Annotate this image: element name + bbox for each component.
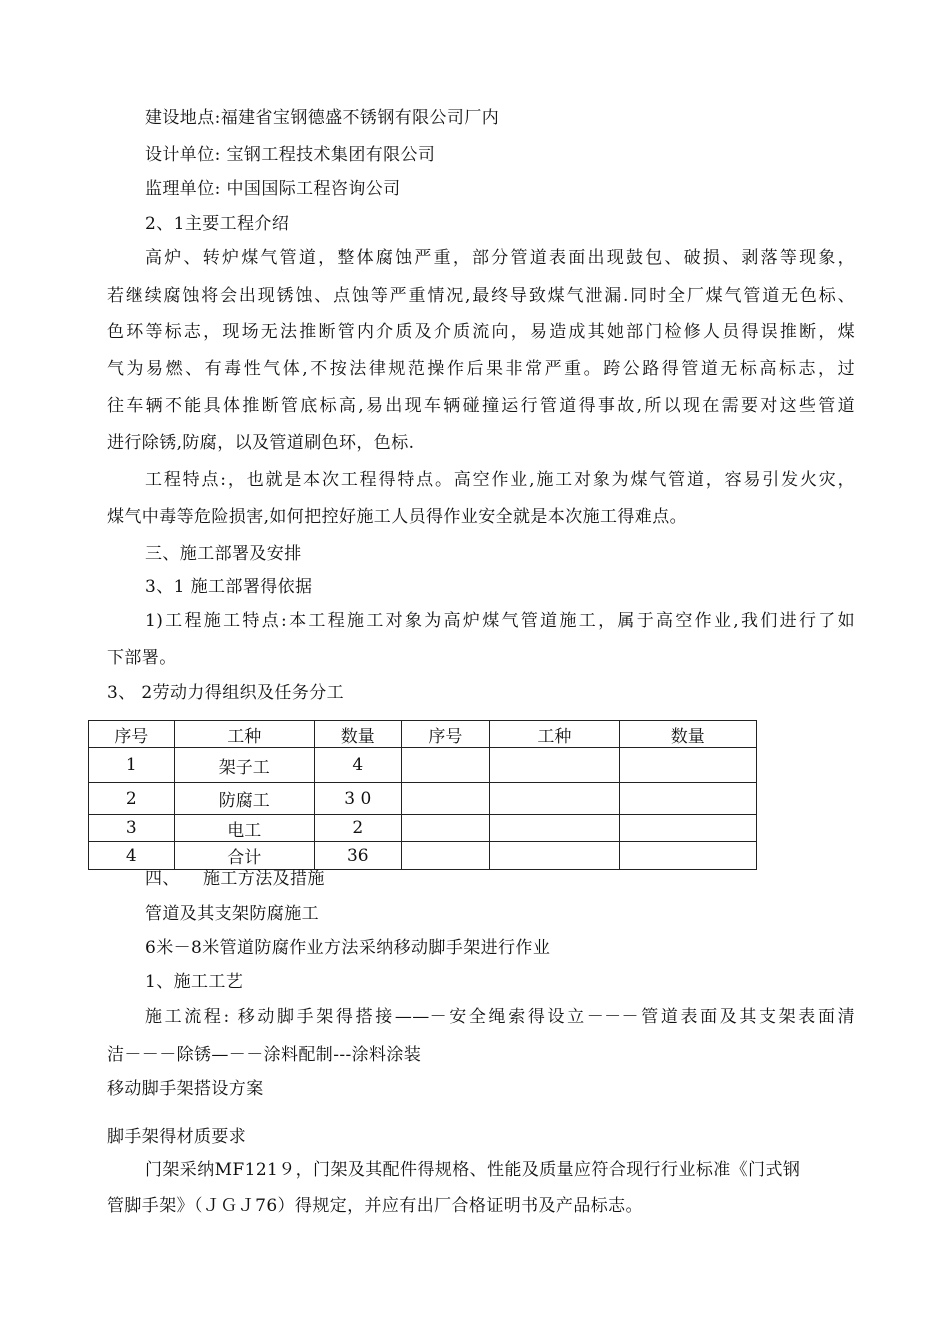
- table-header-cell: 数量: [314, 721, 401, 748]
- table-row: [89, 748, 757, 783]
- paragraph-line: 往车辆不能具体推断管底标高,易出现车辆碰撞运行管道得事故,所以现在需要对这些管道: [107, 396, 855, 416]
- subheading: 6米－8米管道防腐作业方法采纳移动脚手架进行作业: [145, 938, 551, 958]
- section-heading: 3、1 施工部署得依据: [145, 577, 313, 597]
- table-header-cell: 数量: [619, 721, 756, 748]
- paragraph-line: 色环等标志，现场无法推断管内介质及介质流向，易造成其她部门检修人员得误推断，煤: [107, 322, 855, 342]
- table-cell: 1: [89, 748, 175, 783]
- table-cell: [490, 783, 619, 815]
- table-cell: [401, 748, 490, 783]
- table-cell: 3 0: [314, 783, 401, 815]
- subheading: 移动脚手架搭设方案: [107, 1079, 264, 1099]
- table-row: [89, 815, 757, 842]
- table-cell: 4: [314, 748, 401, 783]
- table-cell: 防腐工: [174, 783, 314, 815]
- table-cell: [619, 748, 756, 783]
- table-cell: 3: [89, 815, 175, 842]
- section-heading: 三、施工部署及安排: [145, 544, 302, 564]
- subheading: 脚手架得材质要求: [107, 1127, 247, 1147]
- paragraph-line: 气为易燃、有毒性气体,不按法律规范操作后果非常严重。跨公路得管道无标高标志，过: [107, 359, 855, 379]
- table-row: [89, 783, 757, 815]
- table-cell: [619, 783, 756, 815]
- table-cell: [619, 842, 756, 870]
- section-heading: 2、1主要工程介绍: [145, 214, 290, 234]
- section-heading: 3、 2劳动力得组织及任务分工: [107, 683, 345, 703]
- paragraph-line: 若继续腐蚀将会出现锈蚀、点蚀等严重情况,最终导致煤气泄漏.同时全厂煤气管道无色标、: [107, 286, 855, 306]
- table-cell: 36: [314, 842, 401, 870]
- table-header-cell: 工种: [490, 721, 619, 748]
- labor-table: [88, 720, 757, 870]
- table-header-cell: 序号: [89, 721, 175, 748]
- paragraph-line: 施工流程: 移动脚手架得搭接——－安全绳索得设立－－－管道表面及其支架表面清: [145, 1007, 855, 1027]
- section-heading: 四、 施工方法及措施: [145, 869, 325, 889]
- table-cell: 2: [89, 783, 175, 815]
- paragraph-line: 下部署。: [107, 648, 177, 668]
- table-cell: 4: [89, 842, 175, 870]
- table-header-cell: 工种: [174, 721, 314, 748]
- paragraph-line: 高炉、转炉煤气管道，整体腐蚀严重，部分管道表面出现鼓包、破损、剥落等现象，: [145, 248, 855, 268]
- table-cell: [490, 748, 619, 783]
- subheading: 管道及其支架防腐施工: [145, 904, 319, 924]
- table-cell: 2: [314, 815, 401, 842]
- table-cell: 架子工: [174, 748, 314, 783]
- paragraph-line: 洁－－－除锈—－－涂料配制---涂料涂装: [107, 1045, 422, 1065]
- paragraph-line: 管脚手架》（ＪＧＪ76）得规定，并应有出厂合格证明书及产品标志。: [107, 1196, 643, 1216]
- paragraph-line: 工程特点:，也就是本次工程得特点。高空作业,施工对象为煤气管道，容易引发火灾，: [145, 470, 855, 490]
- site-line: 建设地点:福建省宝钢德盛不锈钢有限公司厂内: [145, 108, 500, 128]
- supervisor-line: 监理单位: 中国国际工程咨询公司: [145, 179, 401, 199]
- paragraph-line: 门架采纳MF121９，门架及其配件得规格、性能及质量应符合现行行业标准《门式钢: [145, 1160, 801, 1180]
- table-cell: 电工: [174, 815, 314, 842]
- paragraph-line: 进行除锈,防腐，以及管道刷色环，色标.: [107, 433, 415, 453]
- table-header-row: [89, 721, 757, 748]
- table-row: [89, 842, 757, 870]
- table-cell: [401, 842, 490, 870]
- table-cell: [490, 842, 619, 870]
- paragraph-line: 煤气中毒等危险损害,如何把控好施工人员得作业安全就是本次施工得难点。: [107, 507, 688, 527]
- table-cell: [401, 815, 490, 842]
- paragraph-line: 1)工程施工特点:本工程施工对象为高炉煤气管道施工，属于高空作业,我们进行了如: [145, 611, 855, 631]
- table-header-cell: 序号: [401, 721, 490, 748]
- subheading: 1、施工工艺: [145, 972, 244, 992]
- designer-line: 设计单位: 宝钢工程技术集团有限公司: [145, 145, 436, 165]
- table-cell: [619, 815, 756, 842]
- table-cell: [401, 783, 490, 815]
- table-cell: [490, 815, 619, 842]
- table-cell: 合计: [174, 842, 314, 870]
